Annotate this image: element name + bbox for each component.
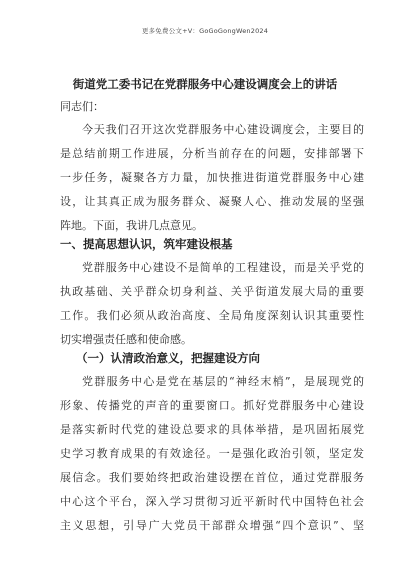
paragraph-line: 党群服务中心是党在基层的“神经末梢”，是展现党的 bbox=[82, 375, 364, 388]
document-title: 街道党工委书记在党群服务中心建设调度会上的讲话 bbox=[72, 77, 338, 91]
paragraph-line: 中心这个平台，深入学习贯彻习近平新时代中国特色社会 bbox=[60, 495, 364, 508]
paragraph-line: 是落实新时代党的建设总要求的具体举措，是巩固拓展党 bbox=[60, 423, 364, 436]
section-heading: 一、提高思想认识，筑牢建设根基 bbox=[60, 237, 233, 251]
paragraph-line: 展信念。我们要始终把政治建设摆在首位，通过党群服务 bbox=[60, 471, 364, 484]
paragraph-line: 工作。我们必须从政治高度、全局角度深刻认识其重要性 bbox=[60, 309, 364, 322]
paragraph-line: 阵地。下面，我讲几点意见。 bbox=[60, 219, 203, 232]
paragraph-line: 主义思想，引导广大党员干部群众增强“四个意识”、坚 bbox=[60, 519, 364, 532]
paragraph-line: 是总结前期工作进展，分析当前存在的问题，安排部署下 bbox=[60, 147, 364, 160]
paragraph-line: 党群服务中心建设不是简单的工程建设，而是关乎党的 bbox=[82, 261, 364, 274]
subsection-heading: （一）认清政治意义，把握建设方向 bbox=[76, 351, 260, 365]
header-note: 更多免费公文+V：GoGoGongWen2024 bbox=[141, 27, 269, 35]
paragraph-line: 执政基础、关乎群众切身利益、关乎街道发展大局的重要 bbox=[60, 285, 364, 298]
paragraph-line: 今天我们召开这次党群服务中心建设调度会，主要目的 bbox=[82, 123, 364, 136]
paragraph-line: 一步任务，凝聚各方力量，加快推进街道党群服务中心建 bbox=[60, 171, 364, 184]
paragraph-line: 史学习教育成果的有效途径。一是强化政治引领，坚定发 bbox=[60, 447, 364, 460]
paragraph-section-1 bbox=[60, 256, 364, 352]
paragraph-subsection-1 bbox=[60, 370, 364, 538]
paragraph-line: 设，让其真正成为服务群众、凝聚人心、推动发展的坚强 bbox=[60, 195, 364, 208]
paragraph-line: 形象、传播党的声音的重要窗口。抓好党群服务中心建设 bbox=[60, 399, 364, 412]
greeting: 同志们： bbox=[60, 100, 104, 113]
paragraph-line: 切实增强责任感和使命感。 bbox=[60, 333, 192, 346]
paragraph-intro bbox=[60, 118, 364, 238]
